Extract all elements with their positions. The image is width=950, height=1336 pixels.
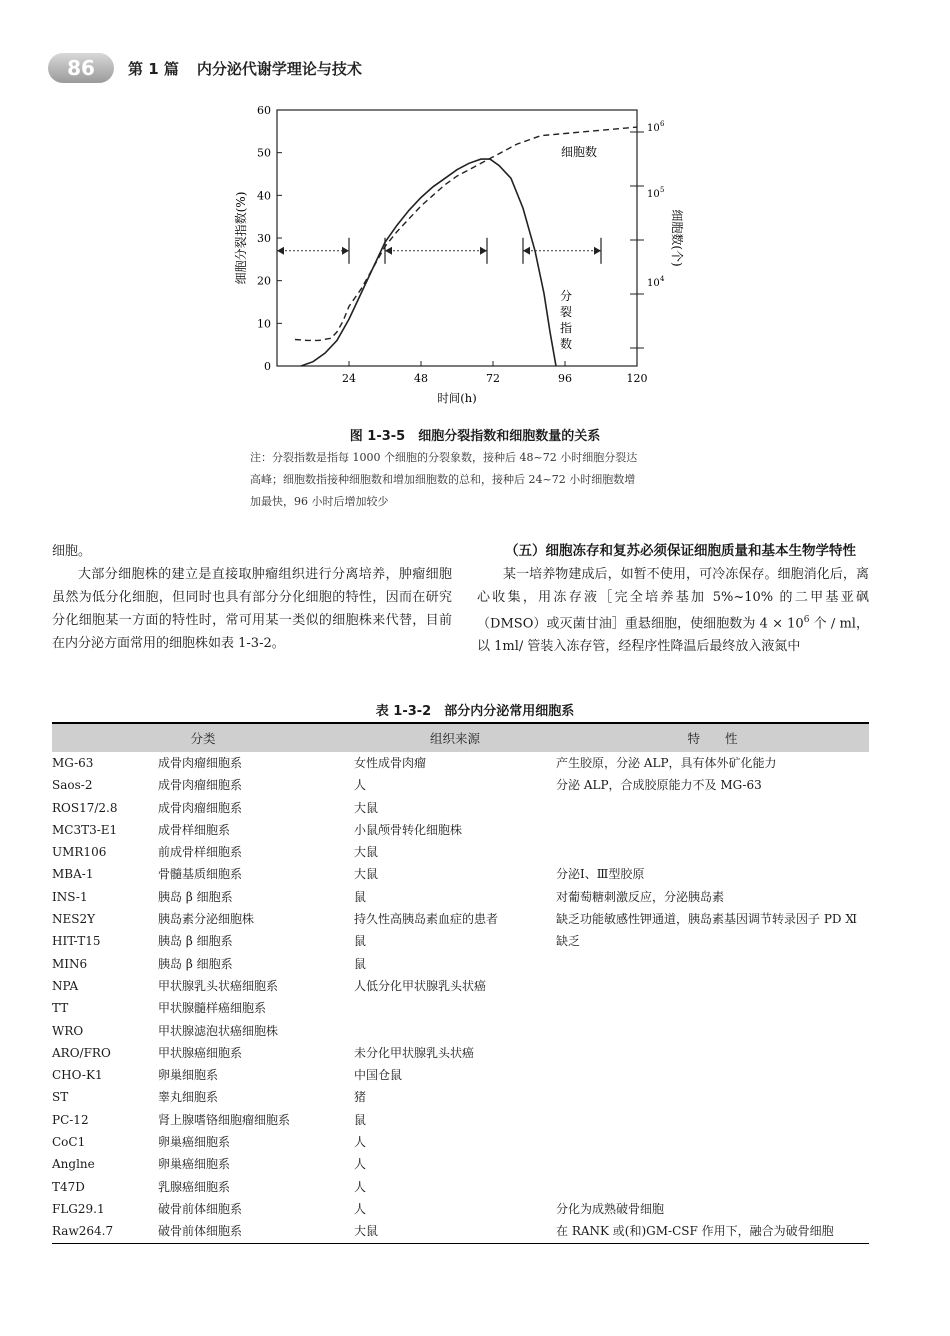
tissue-source: 大鼠 <box>354 845 379 860</box>
characteristics <box>556 997 869 1019</box>
arrowhead <box>480 247 487 255</box>
cell-line-name: ST <box>52 1090 69 1105</box>
table-body <box>52 752 869 1243</box>
characteristics <box>556 1131 869 1153</box>
figure-caption: 图 1-3-5 细胞分裂指数和细胞数量的关系 <box>349 429 601 444</box>
tissue-source: 人 <box>354 778 367 793</box>
cell-line-name: NPA <box>52 978 79 993</box>
characteristics: 分泌Ⅰ、Ⅲ型胶原 <box>556 867 645 882</box>
arrowhead <box>594 247 601 255</box>
cell-line-type: 甲状腺滤泡状癌细胞株 <box>158 1023 279 1038</box>
table-header-row <box>52 723 869 752</box>
cell-line-type: 胰岛 β 细胞系 <box>158 889 233 904</box>
characteristics <box>556 930 869 952</box>
cell-line-name: TT <box>52 1001 69 1016</box>
y-tick-label: 10 <box>257 317 271 331</box>
characteristics <box>556 975 869 997</box>
cell-line-name: HIT-T15 <box>52 934 101 949</box>
figure-note <box>250 447 690 513</box>
table-row <box>52 975 869 997</box>
column-header: 组织来源 <box>429 731 480 746</box>
tissue-source: 持久性高胰岛素血症的患者 <box>354 912 499 927</box>
cell-line-type: 卵巢癌细胞系 <box>158 1135 231 1150</box>
characteristics: 产生胶原，分泌 ALP，具有体外矿化能力 <box>556 756 777 770</box>
x-tick-label: 24 <box>342 372 356 385</box>
cell-line-name: FLG29.1 <box>52 1201 105 1216</box>
table-row <box>52 1042 869 1064</box>
tissue-source: 鼠 <box>354 956 367 971</box>
paragraph <box>477 563 869 658</box>
table-row <box>52 908 869 930</box>
cell-line-name: WRO <box>52 1023 84 1038</box>
table-row <box>52 752 869 774</box>
cell-line-name: NES2Y <box>52 912 96 927</box>
right-column <box>477 540 869 658</box>
tissue-source: 大鼠 <box>354 1224 379 1239</box>
figure-note-line: 注：分裂指数是指每 1000 个细胞的分裂象数，接种后 48~72 小时细胞分裂达 <box>250 451 638 464</box>
paragraph: 大部分细胞株的建立是直接取肿瘤组织进行分离培养，肿瘤细胞虽然为低分化细胞，但同时也具有部分分化细胞的特性，因而在研究分化细胞某一方面的特性时，常可用某一类似的细胞株来代替，目前在内分泌方面常用的细胞株如表 1-3-2。 <box>52 567 452 651</box>
characteristics <box>556 953 869 975</box>
tissue-source: 大鼠 <box>354 867 379 882</box>
right-tick-exponent: 6 <box>660 120 665 128</box>
cell-line-type: 前成骨样细胞系 <box>158 845 243 860</box>
tissue-source: 人 <box>354 1201 367 1216</box>
tissue-source: 鼠 <box>354 1112 367 1127</box>
table-row <box>52 1131 869 1153</box>
tissue-source: 人 <box>354 1135 367 1150</box>
tissue-source: 未分化甲状腺乳头状癌 <box>354 1045 475 1060</box>
cell-line-type: 胰岛 β 细胞系 <box>158 956 233 971</box>
right-tick-label: 10 <box>647 278 660 289</box>
table-row <box>52 863 869 885</box>
y-tick-label: 50 <box>257 146 271 160</box>
y-axis-label-right: 细胞数(个) <box>670 209 684 267</box>
table-row <box>52 1220 869 1243</box>
cell-line-type: 成骨样细胞系 <box>158 822 231 837</box>
characteristics <box>556 841 869 863</box>
table-row <box>52 886 869 908</box>
x-tick-label: 120 <box>626 372 648 385</box>
table-row <box>52 1064 869 1086</box>
cell-line-type: 甲状腺癌细胞系 <box>158 1045 243 1060</box>
paragraph-text: 个 / ml，以 1ml/ 管装入冻存管，经程序性降温后最终放入液氮中 <box>477 616 869 655</box>
figure-note-line: 加最快，96 小时后增加较少 <box>250 495 389 508</box>
series-label-mitotic-index-char: 分 <box>560 289 573 303</box>
cell-line-table <box>52 722 869 1244</box>
cell-line-name: MIN6 <box>52 956 88 971</box>
cell-line-name: UMR106 <box>52 845 107 860</box>
tissue-source: 人 <box>354 1179 367 1194</box>
cell-line-type: 乳腺癌细胞系 <box>158 1179 231 1194</box>
column-header: 特 性 <box>687 731 738 746</box>
table-row <box>52 841 869 863</box>
series-label-cell-count: 细胞数 <box>561 145 598 159</box>
tissue-source <box>354 997 556 1019</box>
tissue-source: 鼠 <box>354 889 367 904</box>
cell-line-type: 胰岛素分泌细胞株 <box>158 912 255 927</box>
cell-line-name: Anglne <box>52 1157 95 1172</box>
cell-line-name: CHO-K1 <box>52 1068 103 1083</box>
table-row <box>52 1153 869 1175</box>
y-tick-label: 60 <box>257 104 271 117</box>
right-tick-exponent: 4 <box>660 275 665 283</box>
cell-line-name: PC-12 <box>52 1112 89 1127</box>
page-number-badge: 86 <box>48 53 114 83</box>
cell-line-type: 卵巢细胞系 <box>158 1068 219 1083</box>
cell-line-type: 破骨前体细胞系 <box>158 1224 243 1239</box>
cell-line-name: Raw264.7 <box>52 1224 114 1239</box>
cell-line-name: MG-63 <box>52 756 94 770</box>
tissue-source: 小鼠颅骨转化细胞株 <box>354 822 463 837</box>
table-row <box>52 819 869 841</box>
table-row <box>52 1109 869 1131</box>
figure-note-line: 高峰；细胞数指接种细胞数和增加细胞数的总和，接种后 24~72 小时细胞数增 <box>250 473 636 486</box>
page-header <box>48 52 362 84</box>
section-heading: （五）细胞冻存和复苏必须保证细胞质量和基本生物学特性 <box>505 543 856 559</box>
table-row <box>52 953 869 975</box>
cell-line-type: 甲状腺乳头状癌细胞系 <box>158 978 279 993</box>
cell-line-name: CoC1 <box>52 1135 86 1150</box>
tissue-source: 猪 <box>354 1090 367 1105</box>
characteristics: 分化为成熟破骨细胞 <box>556 1201 665 1216</box>
left-column <box>52 540 452 655</box>
characteristics <box>556 797 869 819</box>
characteristics <box>556 819 869 841</box>
right-tick-label: 10 <box>647 123 660 134</box>
cell-line-name: INS-1 <box>52 889 88 904</box>
table-row <box>52 1176 869 1198</box>
paragraph: 细胞。 <box>52 544 92 559</box>
y-axis-label-left: 细胞分裂指数(%) <box>234 191 248 285</box>
arrowhead <box>342 247 349 255</box>
chapter-title: 内分泌代谢学理论与技术 <box>196 59 362 78</box>
series-label-mitotic-index-char: 数 <box>560 337 573 351</box>
characteristics: 对葡萄糖刺激反应，分泌胰岛素 <box>556 889 725 904</box>
cell-line-type: 甲状腺髓样癌细胞系 <box>158 1001 267 1016</box>
column-header: 分类 <box>190 731 216 746</box>
series-line-cell-count <box>295 127 637 340</box>
cell-line-type: 胰岛 β 细胞系 <box>158 934 233 949</box>
tissue-source: 大鼠 <box>354 800 379 815</box>
characteristics <box>556 1086 869 1108</box>
cell-line-name: MC3T3-E1 <box>52 822 118 837</box>
cell-line-name: ROS17/2.8 <box>52 800 118 815</box>
superscript: 6 <box>803 615 810 625</box>
right-tick-label: 10 <box>647 189 660 200</box>
characteristics <box>556 1020 869 1042</box>
series-label-mitotic-index-char: 指 <box>560 321 573 335</box>
paragraph-text: 某一培养物建成后，如暂不使用，可冷冻保存。细胞消化后，离心收集，用冻存液［完全培养基加 5%~10% 的二甲基亚砜（DMSO）或灭菌甘油］重悬细胞，使细胞数为 4 × 10 <box>477 567 869 632</box>
cell-line-type: 成骨肉瘤细胞系 <box>158 756 243 770</box>
x-tick-label: 48 <box>414 372 428 385</box>
arrowhead <box>277 247 284 255</box>
tissue-source <box>354 1020 556 1042</box>
tissue-source: 鼠 <box>354 934 367 949</box>
characteristics <box>556 1042 869 1064</box>
cell-line-type: 成骨肉瘤细胞系 <box>158 800 243 815</box>
characteristics <box>556 1064 869 1086</box>
tissue-source: 女性成骨肉瘤 <box>354 756 427 770</box>
cell-growth-chart <box>225 96 695 414</box>
characteristics: 分泌 ALP，合成胶原能力不及 MG-63 <box>556 778 762 793</box>
cell-line-name: ARO/FRO <box>52 1045 111 1060</box>
cell-line-type: 成骨肉瘤细胞系 <box>158 778 243 793</box>
cell-line-type: 睾丸细胞系 <box>158 1090 219 1105</box>
cell-line-name: T47D <box>52 1179 85 1194</box>
cell-line-name: Saos-2 <box>52 778 93 793</box>
table-row <box>52 1020 869 1042</box>
table-row <box>52 1086 869 1108</box>
table-row <box>52 997 869 1019</box>
characteristics: 在 RANK 或(和)GM-CSF 作用下，融合为破骨细胞 <box>556 1224 834 1239</box>
cell-line-type: 骨髓基质细胞系 <box>158 867 243 882</box>
tissue-source: 人 <box>354 1157 367 1172</box>
tissue-source: 中国仓鼠 <box>354 1068 403 1083</box>
series-line-mitotic-index <box>301 159 556 366</box>
arrowhead <box>523 247 530 255</box>
y-tick-label: 20 <box>257 274 271 288</box>
y-tick-label: 40 <box>257 189 271 203</box>
series-label-mitotic-index-char: 裂 <box>560 305 573 319</box>
y-tick-label: 30 <box>257 232 271 245</box>
cell-line-name: MBA-1 <box>52 867 94 882</box>
x-axis-label: 时间(h) <box>437 391 477 405</box>
characteristics <box>556 1176 869 1198</box>
cell-line-type: 卵巢癌细胞系 <box>158 1157 231 1172</box>
table-title: 表 1-3-2 部分内分泌常用细胞系 <box>375 704 575 719</box>
characteristics <box>556 1109 869 1131</box>
table-row <box>52 930 869 952</box>
x-tick-label: 72 <box>486 372 500 385</box>
y-tick-label: 0 <box>264 360 271 373</box>
characteristics: 缺乏功能敏感性钾通道，胰岛素基因调节转录因子 PD Ⅺ 缺乏 <box>556 912 857 949</box>
arrowhead <box>385 247 392 255</box>
table-row <box>52 1198 869 1220</box>
characteristics <box>556 1153 869 1175</box>
cell-line-type: 肾上腺嗜铬细胞瘤细胞系 <box>158 1112 291 1127</box>
chapter-label: 第 1 篇 <box>128 59 179 78</box>
tissue-source: 人低分化甲状腺乳头状癌 <box>354 978 487 993</box>
cell-line-type: 破骨前体细胞系 <box>158 1201 243 1216</box>
table-row <box>52 797 869 819</box>
x-tick-label: 96 <box>558 372 572 385</box>
table-row <box>52 774 869 796</box>
right-tick-exponent: 5 <box>660 186 665 194</box>
